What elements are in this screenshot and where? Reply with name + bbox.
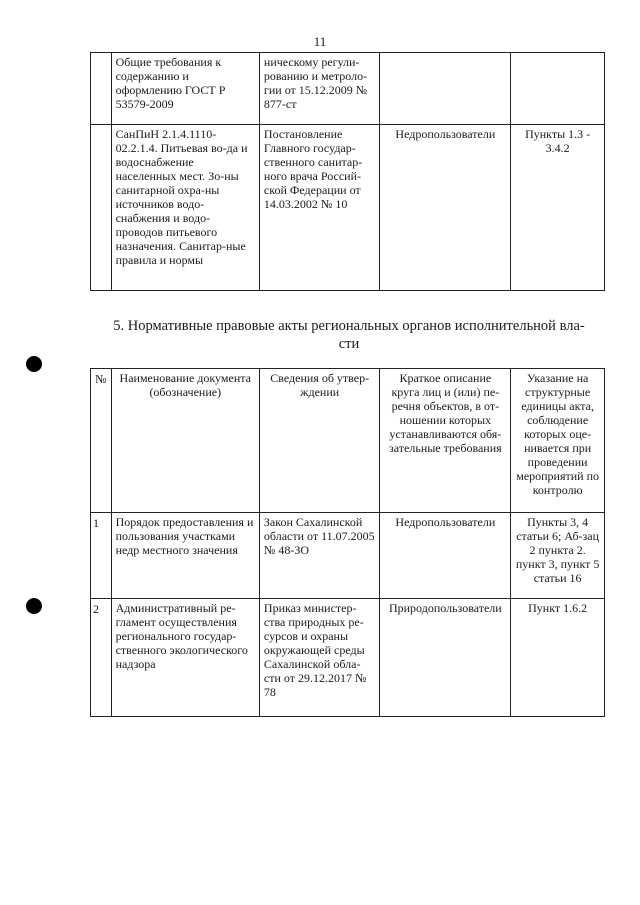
cell-document-name: Порядок предоставления и пользования участками недр местного значения [111,513,259,599]
cell-clauses [511,53,605,125]
table-row [91,513,605,599]
cell-clauses: Пункты 3, 4 статьи 6; Аб-зац 2 пункта 2. пункт 3, пункт 5 статьи 16 [511,513,605,599]
cell-clauses: Пункты 1.3 - 3.4.2 [511,125,605,291]
table-row [91,599,605,717]
continued-table [90,52,605,291]
header-approval: Сведения об утвер-ждении [259,369,380,513]
table-header-row [91,369,605,513]
header-clauses: Указание на структурные единицы акта, соблюдение которых оце-нивается при проведении мероприятий по контролю [511,369,605,513]
cell-approval: Приказ министер-ства природных ре-сурсов и охраны окружающей среды Сахалинской обла-сти от 29.12.2017 № 78 [259,599,380,717]
cell-num [91,53,112,125]
cell-num [91,125,112,291]
header-document-name: Наименование документа (обозначение) [111,369,259,513]
cell-subjects [380,53,511,125]
cell-approval: Закон Сахалинской области от 11.07.2005 № 48-ЗО [259,513,380,599]
cell-subjects: Недропользователи [380,513,511,599]
header-subjects: Краткое описание круга лиц и (или) пе-речня объектов, в от-ношении которых устанавливаются обя-зательные требования [380,369,511,513]
binder-hole-icon [26,598,42,614]
cell-approval: ническому регули-рованию и метроло-гии от 15.12.2009 № 877-ст [259,53,380,125]
table-row [91,53,605,125]
binder-hole-icon [26,356,42,372]
cell-num: 2 [91,599,112,717]
header-num: № [91,369,112,513]
cell-clauses: Пункт 1.6.2 [511,599,605,717]
table-row [91,125,605,291]
cell-approval: Постановление Главного государ-ственного санитар-ного врача Россий-ской Федерации от 14.03.2002 № 10 [259,125,380,291]
cell-document-name: СанПиН 2.1.4.1110-02.2.1.4. Питьевая во-да и водоснабжение населенных мест. Зо-ны санитарной охра-ны источников водо-снабжения и водо-проводов питьевого назначения. Санитар-ные правила и нормы [111,125,259,291]
regional-acts-table [90,368,605,717]
cell-subjects: Природопользователи [380,599,511,717]
cell-num: 1 [91,513,112,599]
page-number: 11 [313,34,327,49]
section-title: 5. Нормативные правовые акты региональных органов исполнительной вла-сти [113,318,585,352]
cell-document-name: Общие требования к содержанию и оформлению ГОСТ Р 53579-2009 [111,53,259,125]
cell-subjects: Недропользователи [380,125,511,291]
cell-document-name: Административный ре-гламент осуществления регионального государ-ственного экологического надзора [111,599,259,717]
